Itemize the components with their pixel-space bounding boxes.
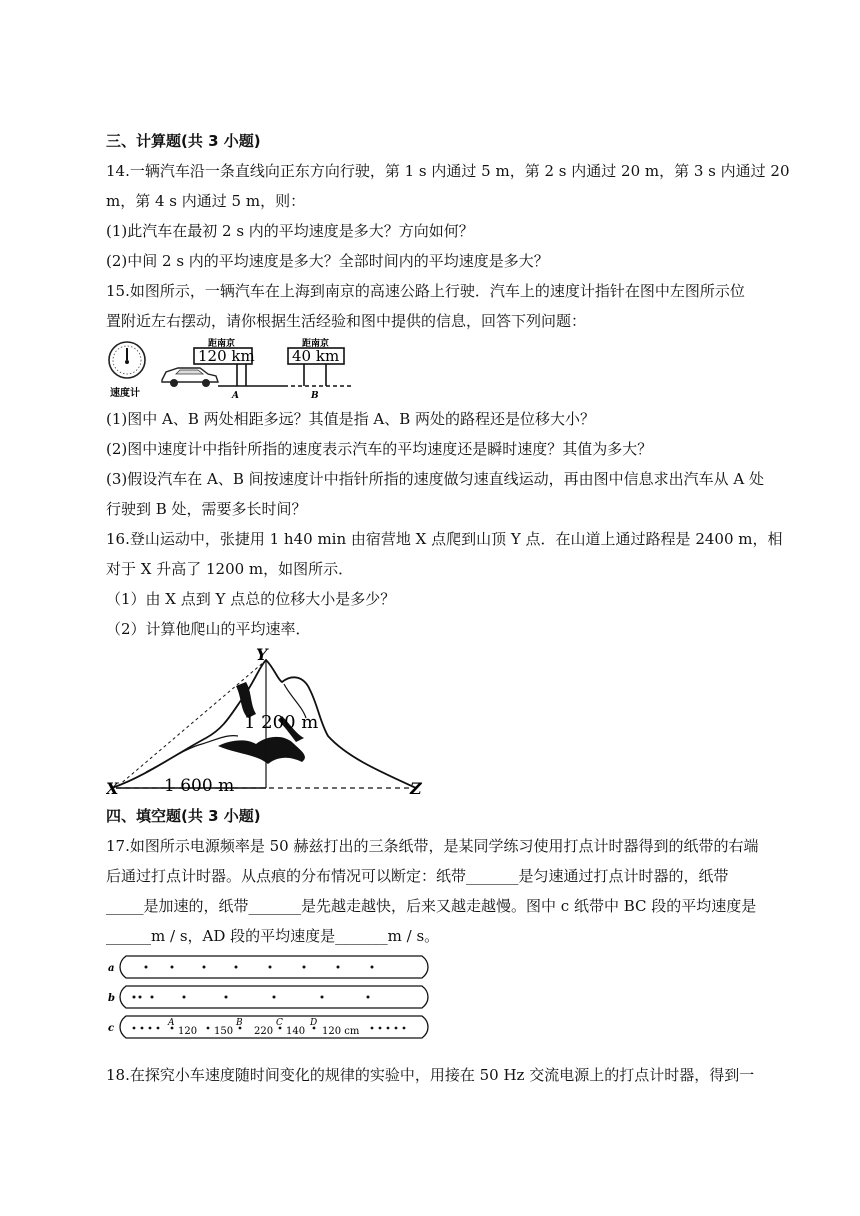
mountain-label-y: Y bbox=[256, 646, 268, 664]
mountain-label-z: Z bbox=[410, 779, 422, 798]
tape-b bbox=[108, 986, 428, 1008]
tape-c-seg2: 150 bbox=[214, 1026, 234, 1037]
q16-part1: （1）由 X 点到 Y 点总的位移大小是多少？ bbox=[106, 590, 396, 608]
q15-highway-figure bbox=[104, 338, 354, 400]
speedometer-label: 速度计 bbox=[110, 388, 140, 399]
sign-b-title: 距南京 bbox=[302, 339, 330, 349]
tape-c-seg3: 220 bbox=[254, 1026, 274, 1037]
section-heading-calculation: 三、计算题(共 3 小题) bbox=[106, 132, 261, 150]
sign-a-value: 120 km bbox=[198, 347, 255, 365]
height-label: 1 200 m bbox=[244, 712, 319, 733]
q16-line2: 对于 X 升高了 1200 m，如图所示． bbox=[106, 560, 354, 578]
q15-part2: (2)图中速度计中指针所指的速度表示汽车的平均速度还是瞬时速度？其值为多大？ bbox=[106, 440, 653, 458]
tape-b-label: b bbox=[108, 993, 115, 1004]
sign-a-title: 距南京 bbox=[208, 339, 236, 349]
q15-part3-line1: (3)假设汽车在 A、B 间按速度计中指针所指的速度做匀速直线运动，再由图中信息求出汽车从 A 处 bbox=[106, 470, 765, 488]
q17-tape-figure bbox=[104, 952, 436, 1048]
tape-a bbox=[108, 956, 428, 978]
tape-c-mark-b: B bbox=[236, 1018, 243, 1028]
tape-a-label: a bbox=[108, 963, 115, 974]
car-icon bbox=[162, 368, 218, 387]
q14-part1: (1)此汽车在最初 2 s 内的平均速度是多大？方向如何？ bbox=[106, 222, 474, 240]
sign-b bbox=[288, 338, 344, 386]
mountain-label-x: X bbox=[106, 779, 119, 798]
q16-mountain-figure bbox=[106, 646, 428, 798]
speedometer-icon bbox=[109, 342, 145, 378]
point-a-label: A bbox=[232, 391, 239, 400]
q15-part1: (1)图中 A、B 两处相距多远？其值是指 A、B 两处的路程还是位移大小？ bbox=[106, 410, 596, 428]
q14-line2: m，第 4 s 内通过 5 m，则： bbox=[106, 192, 306, 210]
q17-line4: ______m / s，AD 段的平均速度是_______m / s。 bbox=[106, 927, 440, 945]
sign-b-value: 40 km bbox=[292, 347, 340, 365]
tape-c-label: c bbox=[108, 1023, 115, 1034]
q17-line1: 17.如图所示电源频率是 50 赫兹打出的三条纸带，是某同学练习使用打点计时器得到的纸带的右端 bbox=[106, 837, 759, 855]
q15-line1: 15.如图所示，一辆汽车在上海到南京的高速公路上行驶．汽车上的速度计指针在图中左图所示位 bbox=[106, 282, 745, 300]
tape-c-seg1: 120 bbox=[178, 1026, 198, 1037]
tape-c-mark-c: C bbox=[276, 1018, 283, 1028]
q17-line3: _____是加速的，纸带_______是先越走越快，后来又越走越慢。图中 c 纸带中 BC 段的平均速度是 bbox=[106, 897, 757, 915]
q15-line2: 置附近左右摆动，请你根据生活经验和图中提供的信息，回答下列问题： bbox=[106, 312, 587, 330]
tape-c-mark-a: A bbox=[168, 1018, 175, 1028]
width-label: 1 600 m bbox=[164, 776, 235, 796]
q16-line1: 16.登山运动中，张捷用 1 h40 min 由宿营地 X 点爬到山顶 Y 点．在山道上通过路程是 2400 m，相 bbox=[106, 530, 783, 548]
q16-part2: （2）计算他爬山的平均速率． bbox=[106, 620, 311, 638]
q14-part2: (2)中间 2 s 内的平均速度是多大？全部时间内的平均速度是多大？ bbox=[106, 252, 549, 270]
point-b-label: B bbox=[311, 391, 319, 400]
q18-line1: 18.在探究小车速度随时间变化的规律的实验中，用接在 50 Hz 交流电源上的打点计时器，得到一 bbox=[106, 1066, 755, 1084]
tape-c-seg4: 140 bbox=[286, 1026, 306, 1037]
tape-c-seg5: 120 cm bbox=[322, 1026, 360, 1037]
q14-line1: 14.一辆汽车沿一条直线向正东方向行驶，第 1 s 内通过 5 m，第 2 s 内通过 20 m，第 3 s 内通过 20 bbox=[106, 162, 790, 180]
section-heading-fill-in: 四、填空题(共 3 小题) bbox=[106, 807, 261, 825]
q15-part3-line2: 行驶到 B 处，需要多长时间？ bbox=[106, 500, 307, 518]
tape-c-mark-d: D bbox=[310, 1018, 318, 1028]
q17-line2: 后通过打点计时器。从点痕的分布情况可以断定：纸带_______是匀速通过打点计时器的，纸带 bbox=[106, 867, 729, 885]
tape-c bbox=[108, 1016, 428, 1038]
